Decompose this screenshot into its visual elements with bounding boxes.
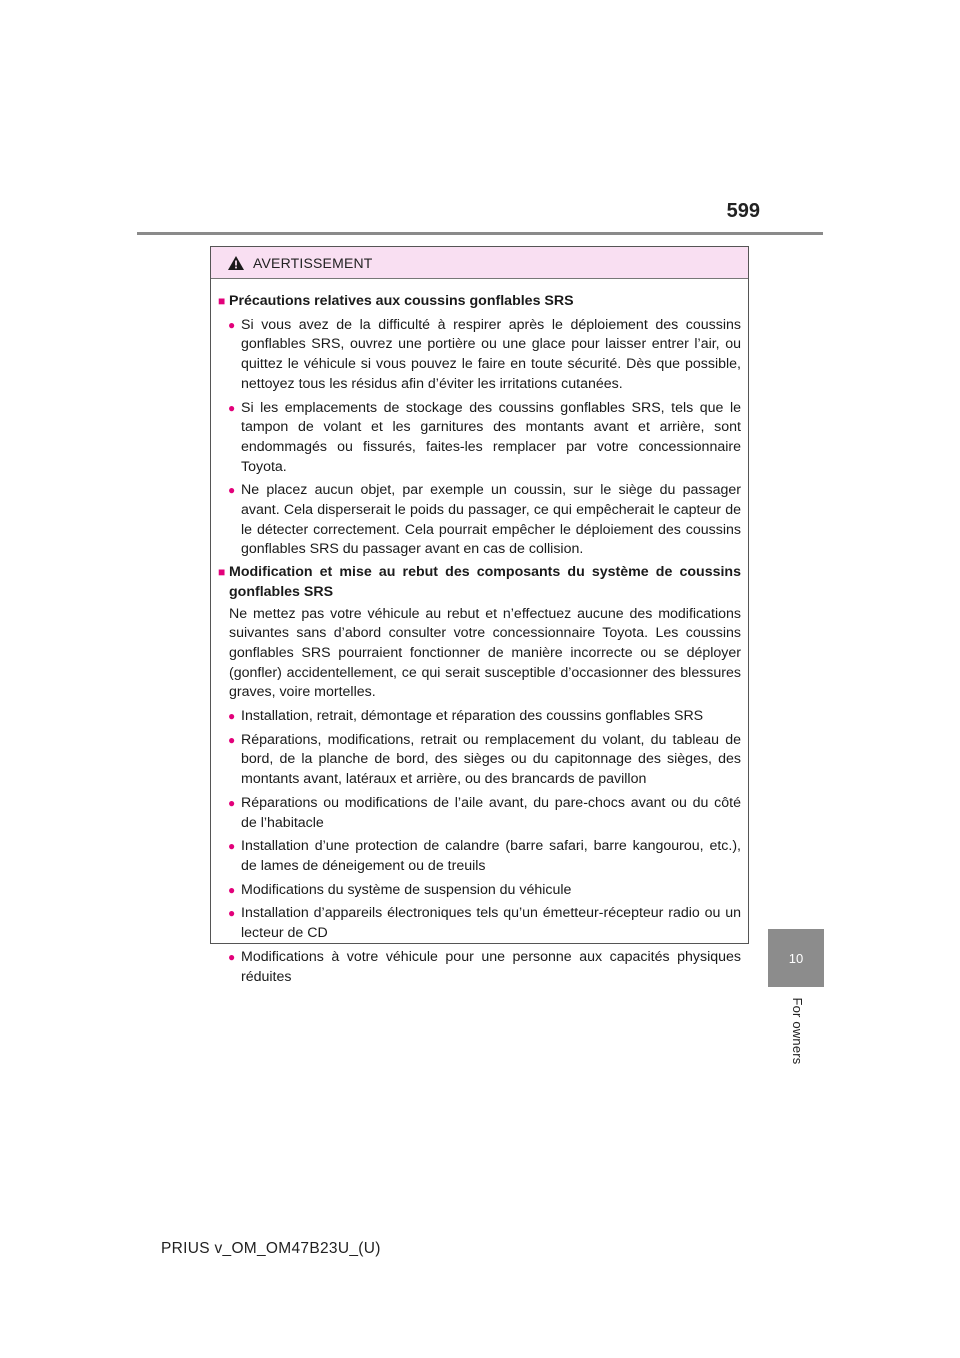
warning-triangle-icon xyxy=(227,255,245,271)
circle-bullet-icon: ● xyxy=(228,709,236,724)
circle-bullet-icon: ● xyxy=(228,795,236,810)
section-paragraph: Ne mettez pas votre véhicule au rebut et n’effectuez aucune des modifications suivantes sans d’abord consulter votre concessionnaire Toyota. Les coussins gonflables SRS pourraient fonctionner de manière incorrecte ou se déployer (gonfler) accidentellement, ce qui serait susceptible d’occasionner des blessures graves, voire mortelles. xyxy=(229,605,741,701)
section-label: For owners xyxy=(790,997,805,1065)
list-item: ● Ne placez aucun objet, par exemple un coussin, sur le siège du passager avant. Cela disperserait le poids du passager, ce qui empêcherait le capteur de le détecter correctement. Cela pourrait empêcher le déploiement des coussins gonflables SRS du passager avant en cas de collision. xyxy=(228,481,741,560)
page-number: 599 xyxy=(726,200,760,222)
list-item: ● Modifications du système de suspension du véhicule xyxy=(228,881,741,901)
circle-bullet-icon: ● xyxy=(228,906,236,921)
circle-bullet-icon: ● xyxy=(228,400,236,415)
warning-box xyxy=(210,246,749,985)
section-number: 10 xyxy=(788,950,804,966)
list-item: ● Réparations ou modifications de l’aile avant, du pare-chocs avant ou du côté de l’habitacle xyxy=(228,794,741,833)
warning-body xyxy=(211,279,748,987)
list-item: ● Si vous avez de la difficulté à respirer après le déploiement des coussins gonflables SRS, ouvrez une portière ou une glace pour laisser entrer l’air, ou quittez le véhicule si vous pouvez le faire en toute sécurité. Dès que possible, nettoyez tous les résidus afin d’éviter les irritations cutanées. xyxy=(228,316,741,395)
circle-bullet-icon: ● xyxy=(228,483,236,498)
list-item: ● Modifications à votre véhicule pour une personne aux capacités physiques réduites xyxy=(228,948,741,987)
circle-bullet-icon: ● xyxy=(228,882,236,897)
circle-bullet-icon: ● xyxy=(228,317,236,332)
document-footer: PRIUS v_OM_OM47B23U_(U) xyxy=(161,1240,381,1257)
list-item: ● Réparations, modifications, retrait ou remplacement du volant, du tableau de bord, de la planche de bord, des sièges ou du capitonnage des sièges, des montants avant, latéraux et arrière, ou des brancards de pavillon xyxy=(228,731,741,790)
square-bullet-icon: ■ xyxy=(218,565,226,580)
circle-bullet-icon: ● xyxy=(228,949,236,964)
list-item: ● Installation d’une protection de calandre (barre safari, barre kangourou, etc.), de lames de déneigement ou de treuils xyxy=(228,837,741,876)
list-item: ● Installation, retrait, démontage et réparation des coussins gonflables SRS xyxy=(228,707,741,727)
square-bullet-icon: ■ xyxy=(218,294,226,308)
warning-header xyxy=(211,247,748,279)
section-heading: ■ Modification et mise au rebut des composants du système de coussins gonflables SRS xyxy=(218,563,741,602)
section-heading: ■ Précautions relatives aux coussins gonflables SRS xyxy=(218,292,741,312)
circle-bullet-icon: ● xyxy=(228,732,236,747)
list-item: ● Si les emplacements de stockage des coussins gonflables SRS, tels que le tampon de volant et les garnitures des montants avant et arrière, sont endommagés ou fissurés, faites-les remplacer par votre concessionnaire Toyota. xyxy=(228,399,741,478)
header-rule xyxy=(137,232,823,235)
circle-bullet-icon: ● xyxy=(228,839,236,854)
list-item: ● Installation d’appareils électroniques tels qu’un émetteur-récepteur radio ou un lecteur de CD xyxy=(228,904,741,943)
warning-title: AVERTISSEMENT xyxy=(253,254,373,271)
